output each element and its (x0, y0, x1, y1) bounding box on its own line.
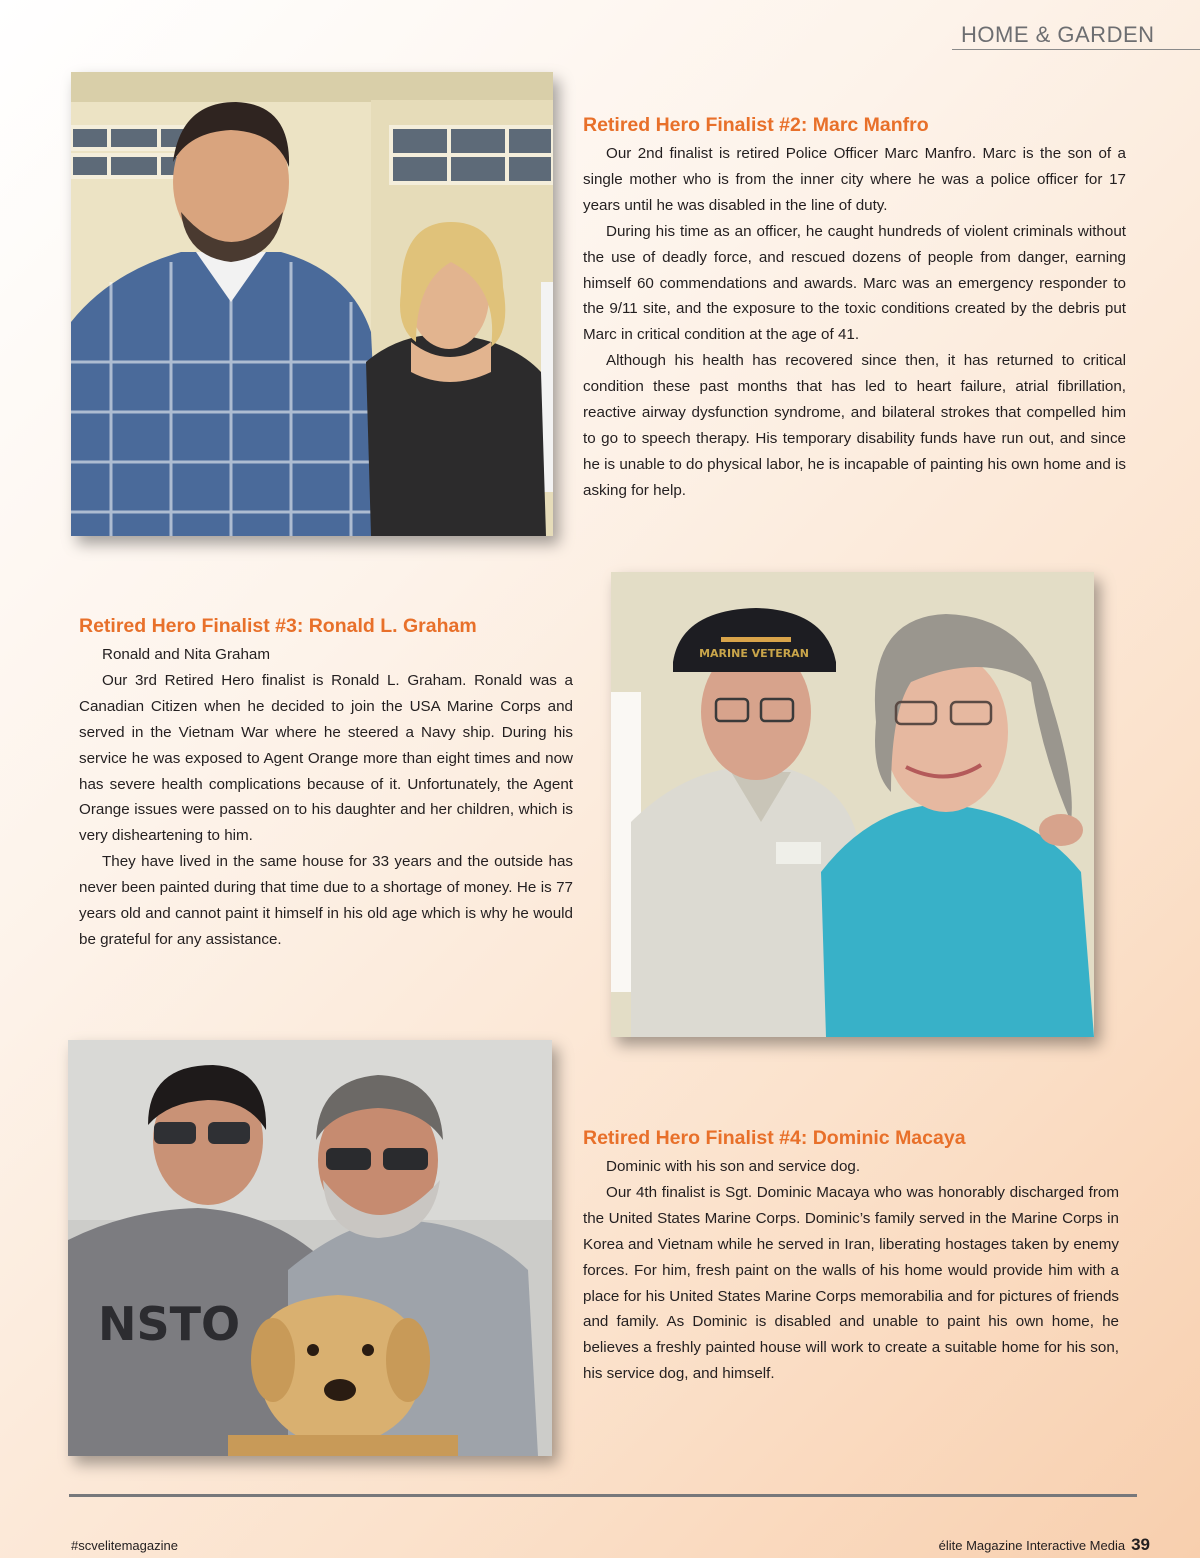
photo-caption: Dominic with his son and service dog. (606, 1158, 861, 1175)
article-paragraph: Our 4th finalist is Sgt. Dominic Macaya who was honorably discharged from the United States Marine Corps. Dominic’s family served in the Marine Corps in Korea and Vietnam while he served in Iran, liberating hostages taken by enemy forces. For him, fresh paint on the walls of his home would provide him with a place for his United States Marine Corps memorabilia and for pictures of friends and family. As Dominic is disabled and unable to paint his own home, he believes a freshly painted house will work to create a suitable home for his son, his service dog, and himself. (583, 1183, 1119, 1383)
article-title: Retired Hero Finalist #3: Ronald L. Graham (79, 615, 477, 637)
article-paragraph: Our 2nd finalist is retired Police Officer Marc Manfro. Marc is the son of a single mother who is from the inner city where he was a police officer for 17 years until he was disabled in the line of duty. (583, 145, 1126, 214)
article-ronald-graham (79, 613, 573, 953)
footer-publication (939, 1535, 1150, 1555)
photo-caption: Ronald and Nita Graham (102, 646, 270, 663)
article-title: Retired Hero Finalist #2: Marc Manfro (583, 114, 929, 136)
article-paragraph: They have lived in the same house for 33 years and the outside has never been painted during that time due to a shortage of money. He is 77 years old and cannot paint it himself in his old age which is why he would be grateful for any assistance. (79, 853, 573, 948)
article-paragraph: Although his health has recovered since then, it has returned to critical condition these past months that has led to heart failure, atrial fibrillation, reactive airway dysfunction syndrome, and bilateral strokes that compelled him to go to speech therapy. His temporary disability funds have run out, and since he is unable to do physical labor, he is incapable of painting his own home and is asking for help. (583, 352, 1126, 499)
section-label: HOME & GARDEN (952, 20, 1200, 50)
article-marc-manfro (583, 112, 1126, 504)
footer-rule (69, 1494, 1137, 1497)
marc-manfro-photo (71, 72, 553, 536)
article-paragraph: Our 3rd Retired Hero finalist is Ronald L. Graham. Ronald was a Canadian Citizen when he decided to join the USA Marine Corps and served in the Vietnam War where he steered a Navy ship. During his service he was exposed to Agent Orange more than eight times and now has severe health complications because of it. Unfortunately, the Agent Orange issues were passed on to his daughter and her children, which is very disheartening to him. (79, 671, 573, 845)
publication-name: élite Magazine Interactive Media (938, 1538, 1126, 1553)
marine-veteran-cap-text: MARINE VETERAN (699, 647, 809, 660)
ronald-graham-photo (611, 572, 1094, 1037)
article-title: Retired Hero Finalist #4: Dominic Macaya (583, 1127, 966, 1149)
article-paragraph: During his time as an officer, he caught hundreds of violent criminals without the use of deadly force, and rescued dozens of people from danger, earning himself 60 commendations and awards. Marc was an emergency responder to the 9/11 site, and the exposure to the toxic conditions created by the debris put Marc in critical condition at the age of 41. (583, 222, 1126, 344)
article-dominic-macaya (583, 1125, 1119, 1387)
shirt-lettering: NSTO (98, 1297, 241, 1351)
footer-hashtag: #scvelitemagazine (71, 1538, 178, 1553)
dominic-macaya-photo (68, 1040, 552, 1456)
page-number: 39 (1131, 1535, 1150, 1554)
